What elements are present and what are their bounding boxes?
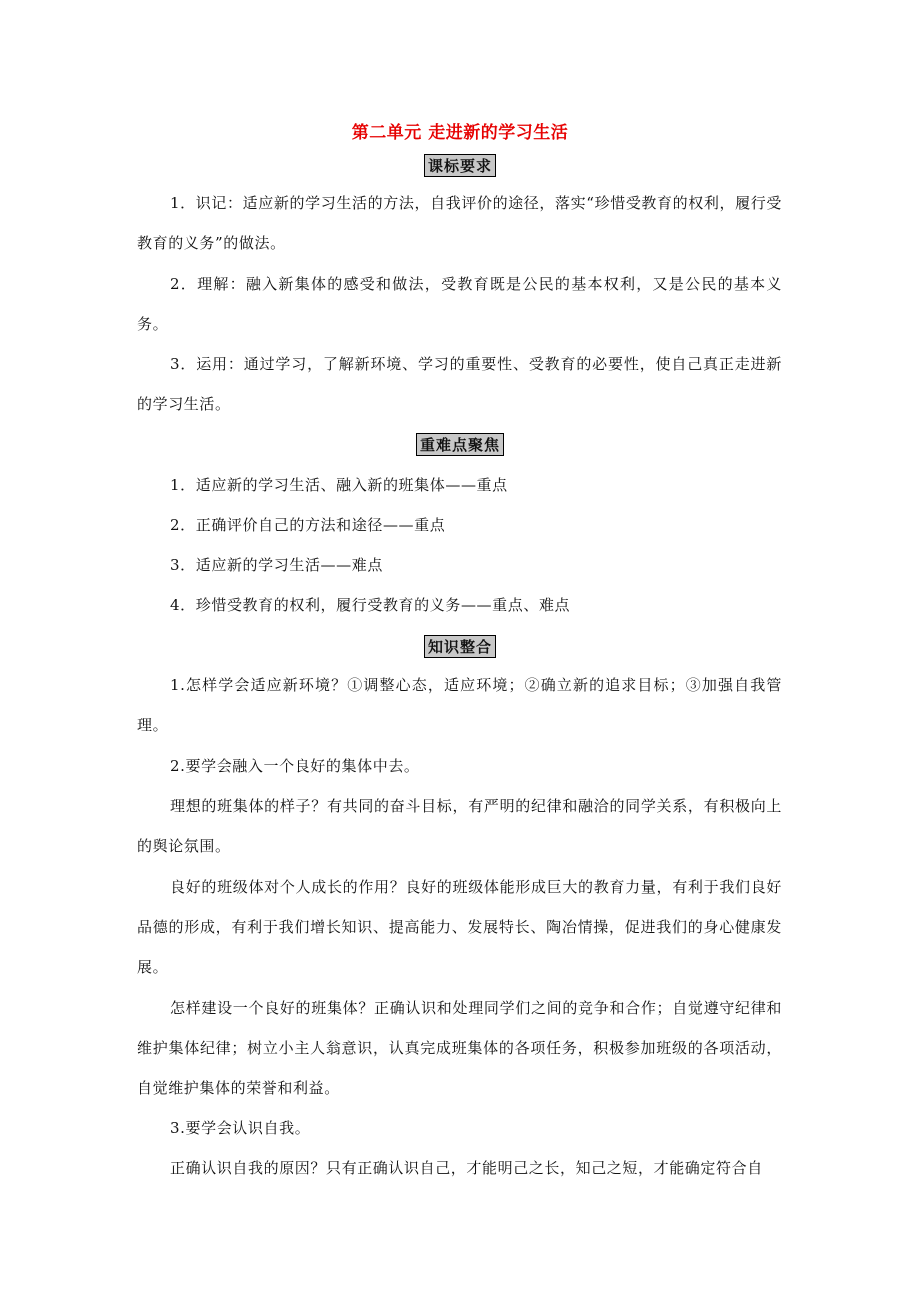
section-heading-kebiao [0, 154, 920, 177]
section-heading-label: 重难点聚焦 [416, 433, 504, 456]
zhongnan-item: 1．适应新的学习生活、融入新的班集体——重点 [170, 476, 508, 494]
unit-title: 第二单元 走进新的学习生活 [351, 123, 569, 143]
zhishi-item: 3.要学会认识自我。 [170, 1119, 311, 1137]
section-heading-label: 知识整合 [424, 635, 496, 658]
kebiao-item: 2．理解：融入新集体的感受和做法，受教育既是公民的基本权利，又是公民的基本义务。 [137, 275, 782, 333]
zhishi-item: 良好的班级体对个人成长的作用？良好的班级体能形成巨大的教育力量，有利于我们良好品德的形成，有利于我们增长知识、提高能力、发展特长、陶冶情操，促进我们的身心健康发展。 [137, 878, 782, 976]
zhishi-item: 怎样建设一个良好的班集体？正确认识和处理同学们之间的竞争和合作；自觉遵守纪律和维护集体纪律；树立小主人翁意识，认真完成班集体的各项任务，积极参加班级的各项活动，自觉维护集体的荣誉和利益。 [137, 999, 782, 1097]
zhongnan-item: 2．正确评价自己的方法和途径——重点 [170, 516, 446, 534]
section-heading-label: 课标要求 [424, 154, 496, 177]
zhishi-item: 理想的班集体的样子？有共同的奋斗目标，有严明的纪律和融洽的同学关系，有积极向上的舆论氛围。 [137, 797, 782, 855]
zhishi-item: 正确认识自我的原因？只有正确认识自己，才能明己之长，知己之短，才能确定符合自 [170, 1159, 763, 1177]
zhishi-item: 1.怎样学会适应新环境？①调整心态，适应环境；②确立新的追求目标；③加强自我管理。 [137, 676, 782, 734]
kebiao-item: 3．运用：通过学习，了解新环境、学习的重要性、受教育的必要性，使自己真正走进新的学习生活。 [137, 355, 782, 413]
zhishi-item: 2.要学会融入一个良好的集体中去。 [170, 757, 420, 775]
kebiao-item: 1．识记：适应新的学习生活的方法，自我评价的途径，落实“珍惜受教育的权利，履行受教育的义务”的做法。 [137, 194, 782, 252]
zhongnan-item: 3．适应新的学习生活——难点 [170, 556, 383, 574]
section-heading-zhishi [0, 635, 920, 658]
section-heading-zhongnan [0, 433, 920, 456]
zhongnan-item: 4．珍惜受教育的权利，履行受教育的义务——重点、难点 [170, 596, 571, 614]
